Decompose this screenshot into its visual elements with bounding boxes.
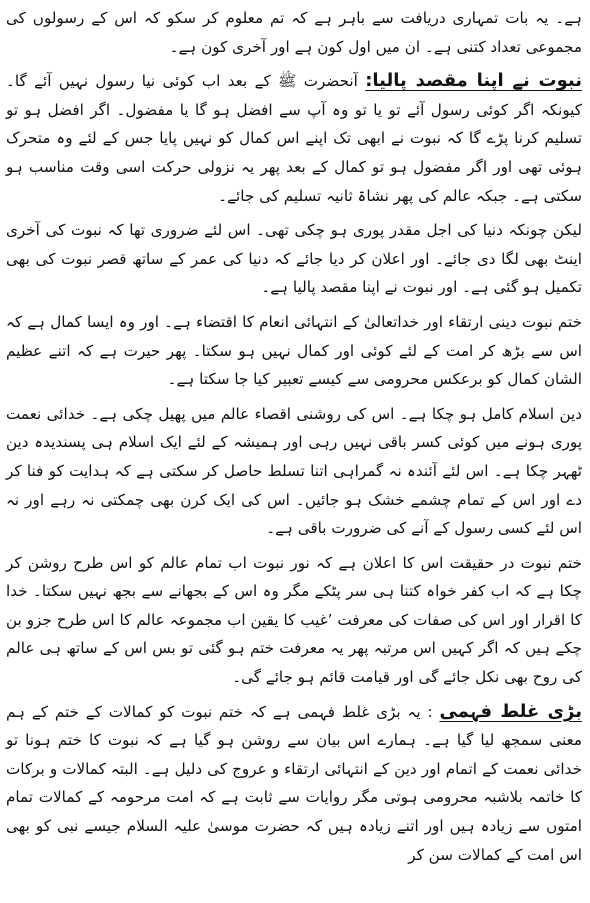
paragraph-7-text: : یہ بڑی غلط فہمی ہے کہ ختم نبوت کو کمالات کے ختم کے ہم معنی سمجھ لیا گیا ہے۔ ہمارے اس بیان سے روشن ہو گیا ہے کہ نبوت کا ختم ہونا تو خدائی نعمت کے اتمام اور دین کے انتہائی ارتقاء و عروج کی دلیل ہے۔ البتہ کمالات و برکات کا خاتمہ بلاشبہ محرومی ہوتی مگر روایات سے ثابت ہے کہ امت مرحومہ کے کمالات تمام امتوں سے زیادہ ہیں اور اتنے زیادہ ہیں کہ حضرت موسیٰ علیہ السلام جیسے نبی کو بھی اس امت کے کمالات سن کر [6, 702, 582, 864]
paragraph-4-text: ختم نبوت دینی ارتقاء اور خداتعالیٰ کے انتہائی انعام کا اقتضاء ہے۔ اور وہ ایسا کمال ہے کہ اس سے بڑھ کر امت کے لئے کوئی اور کمال نہیں ہو سکتا۔ پھر حیرت ہے کہ اتنے عظیم الشان کمال کو برعکس محرومی سے کیسے تعبیر کیا جا سکتا ہے۔ [6, 312, 582, 389]
paragraph-6-text: ختم نبوت در حقیقت اس کا اعلان ہے کہ نور نبوت اب تمام عالم کو اس طرح روشن کر چکا ہے کہ اب کفر خواہ کتنا ہی سر پٹکے مگر وہ اس کے بجھانے سے بجھ نہیں سکتا۔ خدا کا اقرار اور اس کی صفات کی معرفت ’غیب کا یقین اب مجموعہ عالم کا اس طرح جزو بن چکے ہیں کہ اگر کہیں اس مرتبہ پھر یہ معرفت ختم ہو گئی تو بس اس کے ساتھ ہی عالم کی روح بھی نکل جائے گی اور قیامت قائم ہو جائے گی۔ [6, 553, 582, 687]
paragraph-6 [6, 549, 582, 692]
paragraph-1 [6, 4, 582, 61]
paragraph-5-text: دین اسلام کامل ہو چکا ہے۔ اس کی روشنی اقصاء عالم میں پھیل چکی ہے۔ خدائی نعمت پوری ہونے میں کوئی کسر باقی نہیں رہی اور ہمیشہ کے لئے ایک اسلام ہی پسندیدہ دین ٹھہر چکا ہے۔ اس لئے آئندہ نہ گمراہی اتنا تسلط حاصل کر سکتی ہے کہ ہدایت کو فنا کر دے اور اس کے تمام چشمے خشک ہو جائیں۔ اس کی ایک کرن بھی چمکتی نہ رہے اور نہ اس لئے کسی رسول کے آنے کی ضرورت باقی ہے۔ [6, 404, 582, 538]
paragraph-2 [6, 67, 582, 210]
paragraph-5 [6, 400, 582, 543]
paragraph-3-text: لیکن چونکہ دنیا کی اجل مقدر پوری ہو چکی تھی۔ اس لئے ضروری تھا کہ نبوت کی آخری اینٹ بھی لگا دی جائے۔ اور اعلان کر دیا جائے کہ دنیا کی عمر کے ساتھ قصر نبوت کی بھی تکمیل ہو گئی ہے۔ اور نبوت نے اپنا مقصد پالیا ہے۔ [6, 221, 582, 297]
paragraph-7 [6, 698, 582, 870]
paragraph-3 [6, 216, 582, 302]
section-heading-purpose: نبوت نے اپنا مقصد پالیا: [365, 70, 583, 92]
paragraph-1-text: ہے۔ یہ بات تمہاری دریافت سے باہر ہے کہ تم معلوم کر سکو کہ اس کے رسولوں کی مجموعی تعداد کتنی ہے۔ ان میں اول کون ہے اور آخری کون ہے۔ [6, 9, 582, 56]
paragraph-2-text: آنحضرت ﷺ کے بعد اب کوئی نیا رسول نہیں آئے گا۔ کیونکہ اگر کوئی رسول آئے تو یا تو وہ آپ سے افضل ہو گا یا مفضول۔ اگر افضل ہو تو تسلیم کرنا پڑے گا کہ نبوت نے ابھی تک اپنے اس کمال کو نہیں پایا جس کے لئے وہ متحرک ہوئی تھی اور اگر مفضول ہو تو کمال کے بعد پھر یہ نزولی حرکت اسی وقت مناسب ہو سکتی ہے۔ جبکہ عالم کی پھر نشاۃ ثانیہ تسلیم کی جائے۔ [6, 72, 582, 205]
section-heading-misconception: بڑی غلط فہمی [439, 700, 582, 722]
paragraph-4 [6, 308, 582, 394]
